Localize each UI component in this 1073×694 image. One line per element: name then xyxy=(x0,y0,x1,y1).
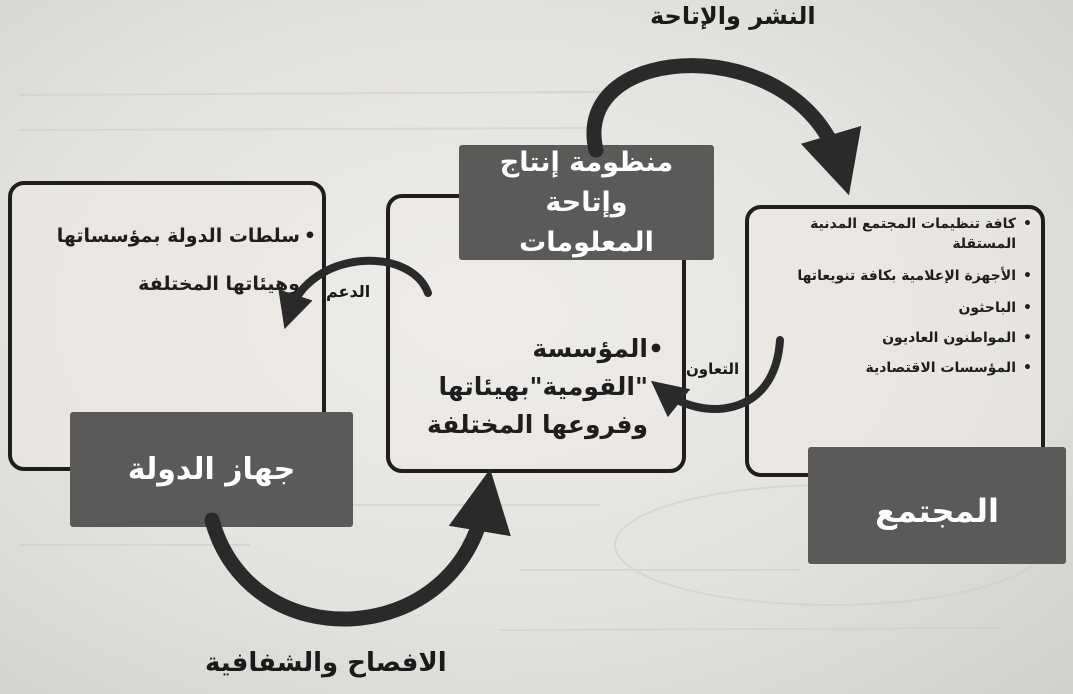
state-items xyxy=(28,212,332,308)
center-label: منظومة إنتاج وإتاحة المعلومات xyxy=(459,145,714,260)
society-item: • المؤسسات الاقتصادية xyxy=(762,358,1032,378)
cooperation-label: التعاون xyxy=(686,360,740,378)
society-item: • الباحثون xyxy=(762,298,1032,318)
state-label: جهاز الدولة xyxy=(70,412,353,527)
center-item: • المؤسسة "القومية"بهيئاتها وفروعها المختلفة xyxy=(404,330,664,444)
society-item: • كافة تنظيمات المجتمع المدنية المستقلة xyxy=(762,214,1032,254)
state-item: • سلطات الدولة بمؤسساتها وهيئاتها المختلفة xyxy=(28,212,316,308)
society-label: المجتمع xyxy=(808,447,1066,564)
society-item: • الأجهزة الإعلامية بكافة تنويعاتها xyxy=(762,266,1032,286)
bottom-flow-label: الافصاح والشفافية xyxy=(205,648,447,678)
society-item: • المواطنون العاديون xyxy=(762,328,1032,348)
top-flow-label: النشر والإتاحة xyxy=(650,2,816,30)
center-items xyxy=(404,330,680,444)
society-items xyxy=(762,214,1048,378)
support-label: الدعم xyxy=(326,282,371,301)
